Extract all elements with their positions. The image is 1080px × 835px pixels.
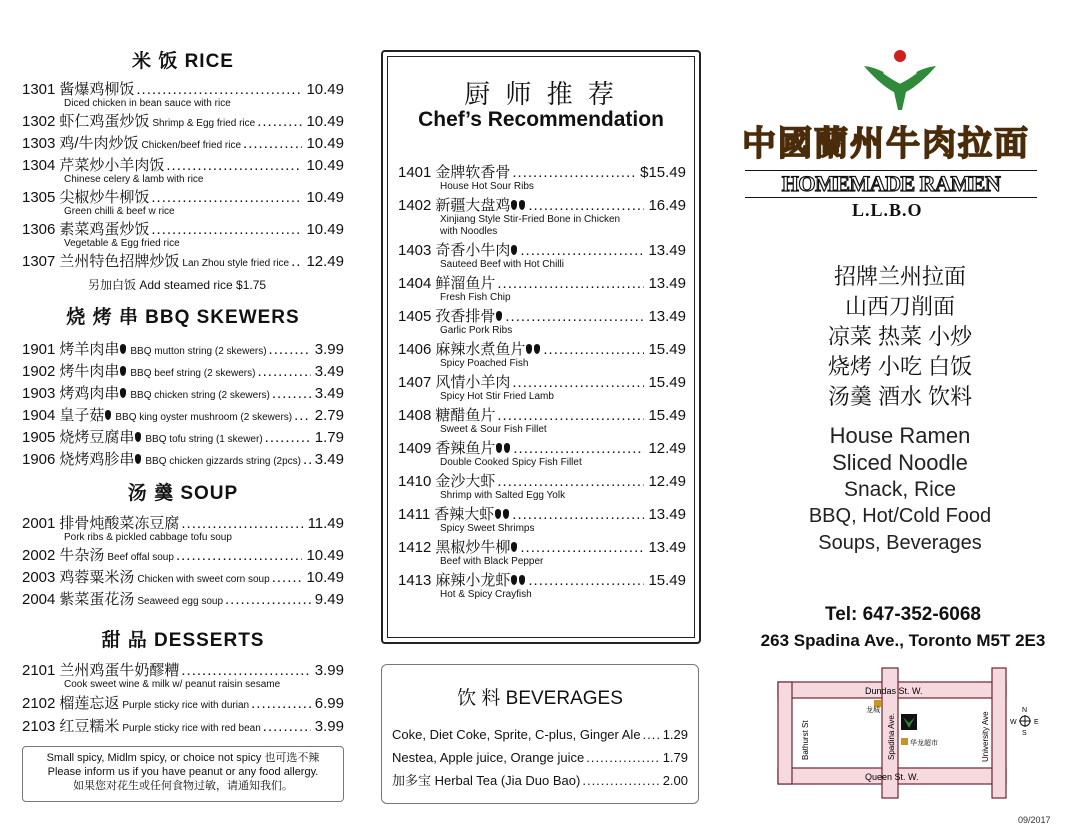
menu-item <box>22 341 344 360</box>
item-code: 1905 <box>22 429 56 446</box>
university-label: University Ave <box>981 711 990 762</box>
item-code: 1404 <box>398 275 432 292</box>
item-code: 2102 <box>22 695 56 712</box>
chili-icon <box>511 542 517 552</box>
beverages-box <box>381 664 699 804</box>
item-name-cn: 烤鸡肉串 <box>59 385 120 402</box>
chili-icon <box>511 575 517 585</box>
chef-item <box>398 308 686 337</box>
item-name-en: BBQ chicken string (2 skewers) <box>130 390 270 401</box>
item-name-cn: 奇香小牛肉 <box>435 242 511 259</box>
university-road <box>992 668 1006 798</box>
item-price: 9.49 <box>314 591 344 608</box>
item-code: 2001 <box>22 515 56 532</box>
llbo-label: L.L.B.O <box>852 200 923 220</box>
chili-icon <box>526 344 532 354</box>
item-name-cn: 金牌软香骨 <box>435 164 511 181</box>
item-name-cn: 鸡蓉粟米汤 <box>59 569 135 586</box>
item-price: 3.49 <box>314 385 344 402</box>
chili-icon <box>120 366 126 376</box>
logo-icon <box>862 48 938 112</box>
spice-allergy-note <box>22 746 344 802</box>
cn-offering-line: 凉菜 热菜 小炒 <box>827 324 973 349</box>
menu-item <box>22 662 344 691</box>
item-price: 10.49 <box>306 135 344 152</box>
item-code: 2003 <box>22 569 56 586</box>
menu-item <box>22 253 344 272</box>
soup-title: 汤 羹 SOUP <box>127 483 239 504</box>
item-name-en: Chicken/beef fried rice <box>141 140 242 151</box>
item-description: Spicy Sweet Shrimps <box>440 523 535 534</box>
chef-list <box>398 164 686 605</box>
item-name-cn: 排骨炖酸菜冻豆腐 <box>59 515 180 532</box>
item-price: 6.99 <box>314 695 344 712</box>
dessert-list <box>22 662 344 737</box>
item-code: 2101 <box>22 662 56 679</box>
item-name-en: Purple sticky rice with durian <box>122 700 250 711</box>
chef-item <box>398 473 686 502</box>
item-description: Spicy Poached Fish <box>440 358 529 369</box>
menu-item <box>22 157 344 186</box>
item-code: 2002 <box>22 547 56 564</box>
cn-offering-line: 招牌兰州拉面 <box>833 264 966 289</box>
item-price: 10.49 <box>306 157 344 174</box>
beverage-item <box>392 769 688 792</box>
item-name-en: BBQ chicken gizzards string (2pcs) <box>145 456 302 467</box>
logo-chinese: 中國蘭州牛肉拉面 <box>742 125 1030 163</box>
chili-icon <box>135 454 141 464</box>
chili-icon <box>503 509 509 519</box>
item-name-en: Lan Zhou style fried rice <box>182 258 290 269</box>
item-code: 1412 <box>398 539 432 556</box>
item-price: 15.49 <box>648 374 686 391</box>
chef-title-cn: 厨 师 推 荐 <box>464 79 618 109</box>
menu-item <box>22 385 344 404</box>
item-price: 13.49 <box>648 539 686 556</box>
item-description: Xinjiang Style Stir-Fried Bone in Chicken with Noodles <box>440 214 621 237</box>
location-map <box>770 664 1042 802</box>
item-price: 10.49 <box>306 547 344 564</box>
item-price: 10.49 <box>306 81 344 98</box>
en-offering-line: Sliced Noodle <box>832 450 968 475</box>
item-name-en: Chicken with sweet corn soup <box>137 574 270 585</box>
item-name-cn: 鲜溜鱼片 <box>435 275 496 292</box>
item-code: 1307 <box>22 253 56 270</box>
item-name-en: Seaweed egg soup <box>137 596 224 607</box>
menu-item <box>22 569 344 588</box>
chef-item <box>398 440 686 469</box>
chef-item <box>398 539 686 568</box>
soup-section <box>22 478 344 613</box>
item-price: 13.49 <box>648 506 686 523</box>
item-description: Beef with Black Pepper <box>440 556 544 567</box>
item-code: 1302 <box>22 113 56 130</box>
menu-item <box>22 113 344 132</box>
item-name-cn: 金沙大虾 <box>435 473 496 490</box>
telephone[interactable]: Tel: 647-352-6068 <box>825 604 981 625</box>
item-code: 1402 <box>398 197 432 214</box>
menu-item <box>22 81 344 110</box>
chef-item <box>398 407 686 436</box>
item-name-cn: 烧烤豆腐串 <box>59 429 135 446</box>
allergy-note-line-en: Please inform us if you have peanut or any food allergy. <box>47 766 319 778</box>
item-name-cn: 素菜鸡蛋炒饭 <box>59 221 150 238</box>
chinese-offerings <box>790 262 1010 412</box>
item-name-cn: 尖椒炒牛柳饭 <box>59 189 150 206</box>
item-name-cn: 红豆糯米 <box>59 718 120 735</box>
en-offering-line: Snack, Rice <box>843 478 957 501</box>
item-name-en: Purple sticky rice with red bean <box>122 723 261 734</box>
svg-text:S: S <box>1022 730 1027 737</box>
beverage-name: Nestea, Apple juice, Orange juice <box>392 750 585 765</box>
chef-item <box>398 275 686 304</box>
english-offerings <box>780 422 1020 557</box>
item-price: 10.49 <box>306 221 344 238</box>
item-code: 1408 <box>398 407 432 424</box>
item-description: Hot & Spicy Crayfish <box>440 589 532 600</box>
logo-english: HOMEMADE RAMEN <box>745 170 1037 198</box>
item-code: 1401 <box>398 164 432 181</box>
item-description: Chinese celery & lamb with rice <box>64 174 204 185</box>
item-name-cn: 新疆大盘鸡 <box>435 197 511 214</box>
svg-text:W: W <box>1010 719 1017 726</box>
chef-recommendation-box <box>381 50 701 644</box>
item-description: Green chilli & beef w rice <box>64 206 175 217</box>
svg-text:N: N <box>1022 707 1028 714</box>
en-offering-line: Soups, Beverages <box>818 532 982 554</box>
item-name-cn: 麻辣水煮鱼片 <box>435 341 526 358</box>
beverage-name: 加多宝 Herbal Tea (Jia Duo Bao) <box>392 773 581 788</box>
item-description: Diced chicken in bean sauce with rice <box>64 98 231 109</box>
item-name-cn: 芹菜炒小羊肉饭 <box>59 157 165 174</box>
menu-item <box>22 221 344 250</box>
item-name-cn: 榴莲忘返 <box>59 695 120 712</box>
dessert-section <box>22 625 344 741</box>
item-description: Sauteed Beef with Hot Chilli <box>440 259 564 270</box>
beverage-price: 1.79 <box>662 750 688 765</box>
chef-item <box>398 374 686 403</box>
chili-icon <box>120 344 126 354</box>
item-name-en: BBQ tofu string (1 skewer) <box>145 434 263 445</box>
item-price: 3.99 <box>314 341 344 358</box>
item-description: Vegetable & Egg fried rice <box>64 238 180 249</box>
menu-item <box>22 695 344 714</box>
item-price: 15.49 <box>648 407 686 424</box>
rice-section <box>22 46 344 293</box>
item-code: 1304 <box>22 157 56 174</box>
item-name-cn: 烤牛肉串 <box>59 363 120 380</box>
cn-offering-line: 汤羹 酒水 饮料 <box>827 384 973 409</box>
item-description: Shrimp with Salted Egg Yolk <box>440 490 566 501</box>
menu-item <box>22 451 344 470</box>
chili-icon <box>519 200 525 210</box>
item-price: 12.49 <box>648 440 686 457</box>
item-price: 12.49 <box>648 473 686 490</box>
menu-item <box>22 591 344 610</box>
item-name-cn: 香辣大虾 <box>434 506 495 523</box>
item-name-cn: 虾仁鸡蛋炒饭 <box>59 113 150 130</box>
rice-list <box>22 81 344 272</box>
item-description: Garlic Pork Ribs <box>440 325 513 336</box>
item-code: 1407 <box>398 374 432 391</box>
item-name-cn: 紫菜蛋花汤 <box>59 591 135 608</box>
chef-item <box>398 242 686 271</box>
item-name-cn: 皇子菇 <box>59 407 105 424</box>
menu-item <box>22 135 344 154</box>
huabei-label: 华龙超市 <box>910 739 938 747</box>
menu-item <box>22 718 344 737</box>
menu-item <box>22 547 344 566</box>
item-code: 2004 <box>22 591 56 608</box>
item-price: $15.49 <box>640 164 686 181</box>
item-price: 3.49 <box>314 451 344 468</box>
bbq-section <box>22 302 344 473</box>
item-price: 13.49 <box>648 308 686 325</box>
chili-icon <box>496 311 502 321</box>
item-price: 10.49 <box>306 569 344 586</box>
beverage-price: 2.00 <box>662 773 688 788</box>
item-code: 1406 <box>398 341 432 358</box>
menu-item <box>22 429 344 448</box>
chili-icon <box>519 575 525 585</box>
beverage-price: 1.29 <box>662 727 688 742</box>
chef-title-en: Chef’s Recommendation <box>418 108 664 131</box>
item-price: 15.49 <box>648 341 686 358</box>
address: 263 Spadina Ave., Toronto M5T 2E3 <box>760 631 1046 650</box>
chef-item <box>398 572 686 601</box>
chef-item <box>398 164 686 193</box>
item-name-cn: 兰州特色招牌炒饭 <box>59 253 180 270</box>
menu-item <box>22 363 344 382</box>
item-price: 10.49 <box>306 113 344 130</box>
longcheng-label: 龙城 <box>866 706 880 714</box>
item-price: 11.49 <box>307 515 344 532</box>
item-code: 1405 <box>398 308 432 325</box>
menu-item <box>22 189 344 218</box>
item-name-cn: 兰州鸡蛋牛奶醪糟 <box>59 662 180 679</box>
item-description: Cook sweet wine & milk w/ peanut raisin sesame <box>64 679 281 690</box>
item-price: 12.49 <box>306 253 344 270</box>
chili-icon <box>534 344 540 354</box>
en-offering-line: House Ramen <box>829 423 971 448</box>
menu-item <box>22 407 344 426</box>
beverage-name: Coke, Diet Coke, Sprite, C-plus, Ginger Ale <box>392 727 641 742</box>
cn-offering-line: 烧烤 小吃 白饭 <box>827 354 973 379</box>
item-name-en: BBQ beef string (2 skewers) <box>130 368 256 379</box>
chef-item <box>398 506 686 535</box>
chili-icon <box>495 509 501 519</box>
item-price: 10.49 <box>306 189 344 206</box>
item-description: Pork ribs & pickled cabbage tofu soup <box>64 532 232 543</box>
chili-icon <box>496 443 502 453</box>
rice-title: 米 饭 RICE <box>132 51 234 72</box>
item-price: 3.99 <box>314 662 344 679</box>
item-description: Spicy Hot Stir Fried Lamb <box>440 391 554 402</box>
item-name-cn: 烧烤鸡胗串 <box>59 451 135 468</box>
item-code: 1903 <box>22 385 56 402</box>
item-name-cn: 黑椒炒牛柳 <box>435 539 511 556</box>
queen-label: Queen St. W. <box>865 772 919 782</box>
beverages-title: 饮 料 BEVERAGES <box>457 688 623 709</box>
item-code: 1303 <box>22 135 56 152</box>
item-name-cn: 麻辣小龙虾 <box>435 572 511 589</box>
item-price: 1.79 <box>314 429 344 446</box>
item-description: Fresh Fish Chip <box>440 292 511 303</box>
chili-icon <box>120 388 126 398</box>
item-code: 1904 <box>22 407 56 424</box>
item-code: 1902 <box>22 363 56 380</box>
item-name-cn: 鸡/牛肉炒饭 <box>59 135 139 152</box>
item-name-cn: 孜香排骨 <box>435 308 496 325</box>
item-name-cn: 烤羊肉串 <box>59 341 120 358</box>
item-name-en: Shrimp & Egg fried rice <box>152 118 256 129</box>
item-name-en: Beef offal soup <box>107 552 174 563</box>
dessert-title: 甜 品 DESSERTS <box>101 630 265 651</box>
item-code: 1906 <box>22 451 56 468</box>
chef-item <box>398 197 686 238</box>
item-description: House Hot Sour Ribs <box>440 181 534 192</box>
item-name-en: BBQ king oyster mushroom (2 skewers) <box>115 412 293 423</box>
svg-text:E: E <box>1034 719 1039 726</box>
item-code: 1413 <box>398 572 432 589</box>
item-price: 3.99 <box>314 718 344 735</box>
beverage-item <box>392 746 688 769</box>
item-price: 13.49 <box>648 242 686 259</box>
bathurst-label: Bathurst St <box>801 720 810 760</box>
chili-icon <box>135 432 141 442</box>
item-name-en: BBQ mutton string (2 skewers) <box>130 346 267 357</box>
item-name-cn: 风情小羊肉 <box>435 374 511 391</box>
item-code: 2103 <box>22 718 56 735</box>
item-price: 2.79 <box>314 407 344 424</box>
chili-icon <box>511 200 517 210</box>
menu-item <box>22 515 344 544</box>
item-code: 1409 <box>398 440 432 457</box>
item-code: 1901 <box>22 341 56 358</box>
item-name-cn: 糖醋鱼片 <box>435 407 496 424</box>
item-code: 1306 <box>22 221 56 238</box>
allergy-note-line-cn: 如果您对花生或任何食物过敏，请通知我们。 <box>73 780 293 792</box>
item-code: 1301 <box>22 81 56 98</box>
item-name-cn: 酱爆鸡柳饭 <box>59 81 135 98</box>
soup-list <box>22 515 344 610</box>
item-code: 1403 <box>398 242 432 259</box>
item-code: 1410 <box>398 473 432 490</box>
chili-icon <box>504 443 510 453</box>
item-price: 3.49 <box>314 363 344 380</box>
cn-offering-line: 山西刀削面 <box>844 294 955 319</box>
en-offering-line: BBQ, Hot/Cold Food <box>808 505 992 527</box>
chef-item <box>398 341 686 370</box>
steamed-rice-note: 另加白饭 Add steamed rice $1.75 <box>88 278 267 292</box>
item-price: 15.49 <box>648 572 686 589</box>
item-description: Double Cooked Spicy Fish Fillet <box>440 457 582 468</box>
item-code: 1305 <box>22 189 56 206</box>
chili-icon <box>105 410 111 420</box>
item-name-cn: 牛杂汤 <box>59 547 105 564</box>
dundas-label: Dundas St. W. <box>865 686 923 696</box>
item-price: 13.49 <box>648 275 686 292</box>
item-name-cn: 香辣鱼片 <box>435 440 496 457</box>
bbq-list <box>22 341 344 470</box>
beverages-list <box>392 723 688 792</box>
item-price: 16.49 <box>648 197 686 214</box>
chili-icon <box>511 245 517 255</box>
spadina-label: Spadina Ave. <box>887 712 896 760</box>
spice-note-line: Small spicy, Midlm spicy, or choice not spicy 也可选不辣 <box>46 752 320 764</box>
bbq-title: 烧 烤 串 BBQ SKEWERS <box>66 307 300 328</box>
huabei-marker <box>901 738 908 745</box>
bathurst-road <box>778 682 792 784</box>
print-date: 09/2017 <box>1018 815 1051 825</box>
beverage-item <box>392 723 688 746</box>
item-code: 1411 <box>398 506 431 523</box>
item-description: Sweet & Sour Fish Fillet <box>440 424 547 435</box>
compass-icon <box>1010 707 1039 737</box>
